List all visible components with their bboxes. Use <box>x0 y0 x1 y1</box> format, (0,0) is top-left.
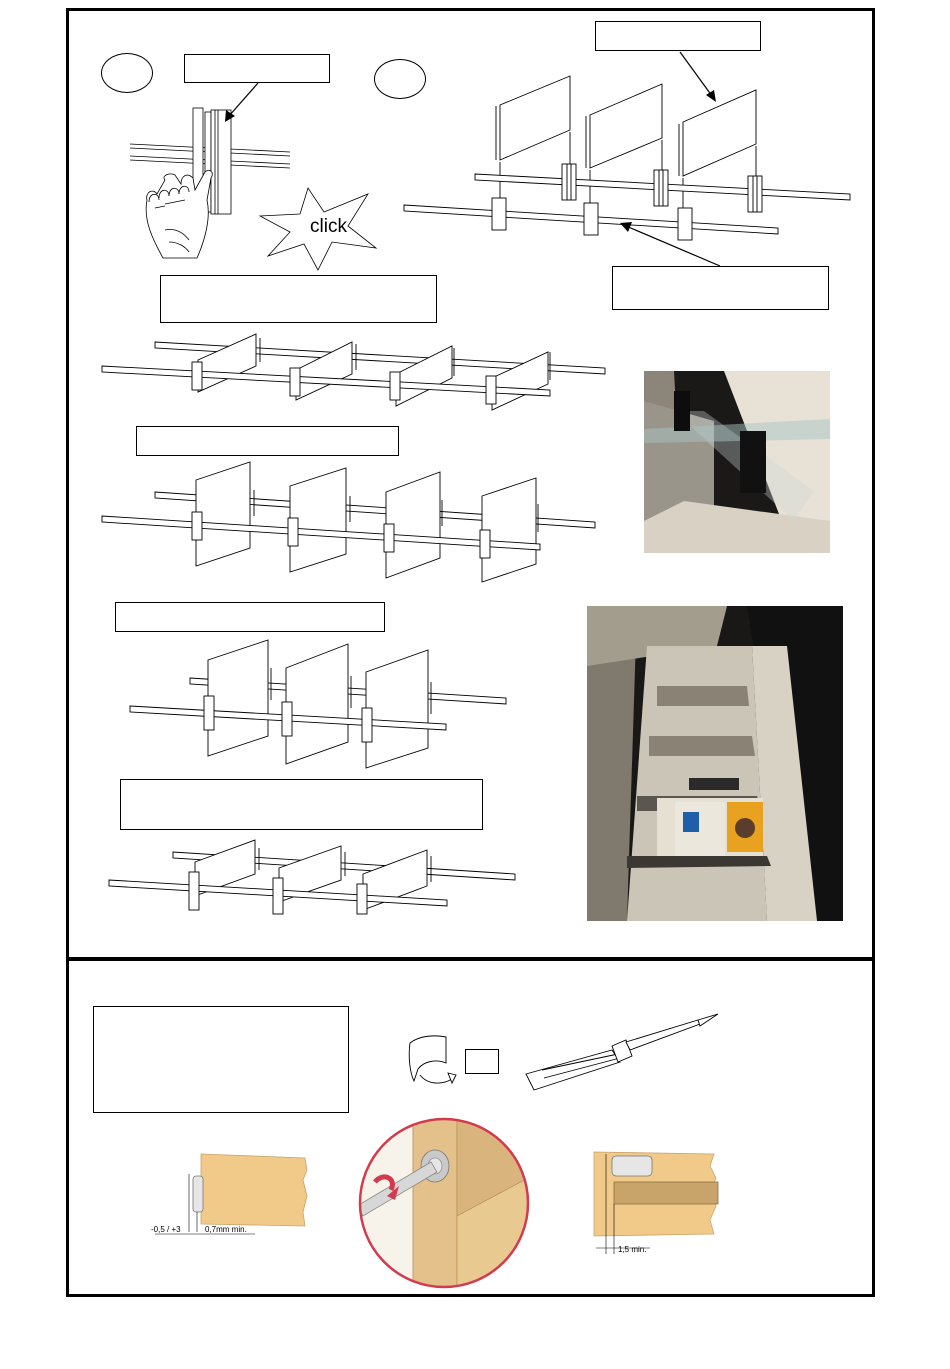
caption-layout-1 <box>136 426 399 456</box>
divider-layout-drawing-4 <box>107 838 517 918</box>
divider-layout-drawing-2 <box>100 460 600 585</box>
click-label: click <box>310 216 347 237</box>
rotate-icon <box>408 1033 458 1091</box>
svg-text:0,7mm min.: 0,7mm min. <box>205 1225 247 1234</box>
hinge-wood-detail-right <box>590 1148 725 1258</box>
instruction-text-box <box>93 1006 349 1113</box>
hinge-wood-detail-left <box>145 1150 315 1245</box>
divider-layout-drawing-1 <box>100 330 610 415</box>
svg-text:1,5 min.: 1,5 min. <box>618 1245 647 1254</box>
photo-glass-divider-clip <box>644 371 830 553</box>
callout-rail <box>612 266 829 310</box>
screw-magnifier-detail <box>357 1116 532 1291</box>
divider-layout-drawing-3 <box>128 638 513 773</box>
photo-drawer-with-dividers <box>587 606 843 921</box>
caption-layout-3 <box>120 779 483 830</box>
tool-size-label <box>465 1049 499 1074</box>
caption-assembly <box>160 275 437 323</box>
exploded-divider-assembly <box>400 40 860 255</box>
callout-divider-side <box>184 54 330 83</box>
screwdriver-icon <box>522 1010 722 1110</box>
svg-text:-0,5 / +3: -0,5 / +3 <box>151 1225 181 1234</box>
click-star-burst <box>258 186 378 272</box>
caption-layout-2 <box>115 602 385 632</box>
